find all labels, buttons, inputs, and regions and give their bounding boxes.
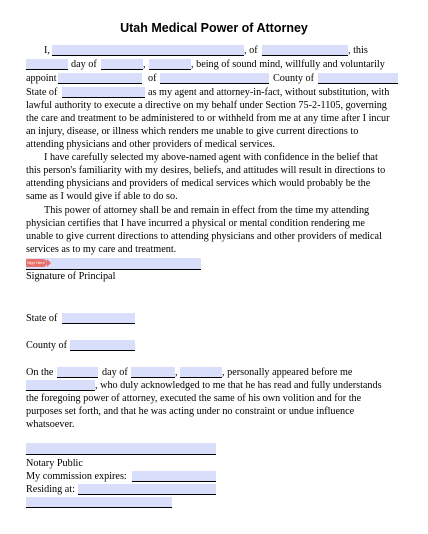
para2-line1: I have carefully selected my above-named agent with confidence in the belief that [44,152,378,163]
para1-line3-a: appoint [26,73,57,84]
ack-line1-d: , personally appeared before me [222,367,353,378]
residing-label: Residing at: [26,484,75,495]
ack-line1-c: , [175,367,178,378]
agent-state-field[interactable] [62,87,145,98]
document-title: Utah Medical Power of Attorney [120,21,308,35]
date-day-field[interactable] [26,59,68,70]
agent-city-field[interactable] [160,73,269,84]
para1-line6: the care and treatment to be administered to or withheld from me at any time after I incur [26,113,390,124]
ack-line3: the foregoing power of attorney, executed the same of his own volition and for the [26,393,362,404]
commission-label: My commission expires: [26,471,127,482]
notary-state-field[interactable] [62,313,135,324]
para1-line2-a: day of [71,59,97,70]
ack-year-field[interactable] [180,367,222,378]
signature-label: Signature of Principal [26,271,116,282]
ack-line2: , who duly acknowledged to me that he has read and fully understands [95,380,382,391]
notary-signature-field[interactable] [26,443,216,455]
para1-line4-b: as my agent and attorney-in-fact, without substitution, with [148,87,390,98]
para2-line4: same as I would give if able to do so. [26,191,178,202]
ack-line1-b: day of [102,367,128,378]
para2-line2: this person's familiarity with my desires, beliefs, and attitudes will result in directions to [26,165,386,176]
para1-line7: an injury, disease, or illness which renders me unable to give current directions to [26,126,359,137]
residing-at-field[interactable] [78,484,216,495]
ack-line5: whatsoever. [26,419,75,430]
ack-day-field[interactable] [57,367,98,378]
notary-public-label: Notary Public [26,458,83,469]
para1-line3-b: of [148,73,157,84]
date-year-field[interactable] [149,59,191,70]
para3-line3: unable to give current directions to attending physicians and other providers of medical [26,231,382,242]
ack-month-field[interactable] [131,367,175,378]
para1-line3-c: County of [273,73,315,84]
para1-line8: attending physicians and other providers of medical services. [26,139,275,150]
date-month-field[interactable] [101,59,143,70]
para1-line1-a: I, [44,45,50,56]
para3-line1: This power of attorney shall be and remain in effect from the time my attending [44,205,370,216]
principal-signature-field[interactable] [26,258,201,270]
para1-line1-c: , this [348,45,368,56]
para3-line4: services as to my care and treatment. [26,244,177,255]
ack-person-name-field[interactable] [26,380,95,391]
para1-line1-b: , of [244,45,258,56]
notary-state-label: State of [26,313,58,324]
para3-line2: physician certifies that I have incurred a physical or mental condition rendering me [26,218,365,229]
ack-line1-a: On the [26,367,54,378]
agent-name-field[interactable] [58,73,142,84]
para1-line4-a: State of [26,87,58,98]
para1-line5: lawful authority to execute a directive on my behalf under Section 75-2-1105, governing [26,100,387,111]
sign-here-tag: Sign Here [26,259,47,267]
commission-expires-field[interactable] [132,471,216,482]
residing-at-field-line2[interactable] [26,497,172,508]
agent-county-field[interactable] [318,73,398,84]
principal-name-field[interactable] [52,45,244,56]
ack-line4: purposes set forth, and that he was acting under no constraint or undue influence [26,406,355,417]
principal-city-field[interactable] [262,45,348,56]
para1-line2-c: , being of sound mind, willfully and voluntarily [191,59,385,70]
notary-county-field[interactable] [70,340,135,351]
para2-line3: attending physicians and providers of medical services which would probably be the [26,178,371,189]
notary-county-label: County of [26,340,68,351]
para1-line2-b: , [143,59,146,70]
